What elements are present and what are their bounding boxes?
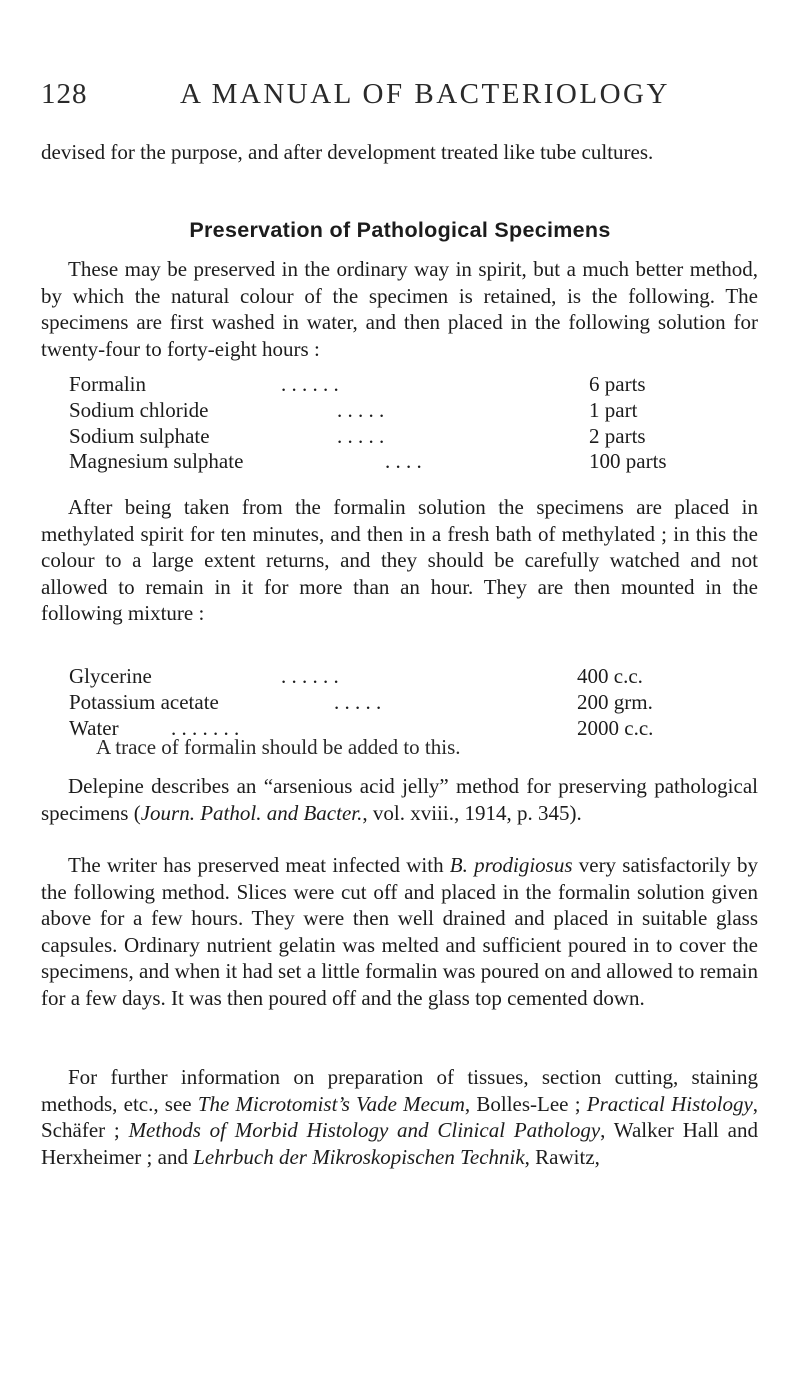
page-number: 128 — [41, 78, 88, 110]
writer-text-end: very satisfactorily by the following method. Slices were cut off and placed in the formalin solution given above for a few hours. They were then well drained and placed in suitable glass capsules. Ordinary nutrient gelatin was melted and sufficient poured in to cover the specimens, and when it had set a little formalin was poured on and allowed to remain for a few days. It was then poured off and the glass top cemented down. — [41, 853, 758, 1010]
further-text: For further information on preparation of tissues, section cutting, staining methods, etc., see — [41, 1065, 758, 1116]
leader-dots: . . . . . — [337, 397, 385, 422]
ingredient-row — [69, 690, 709, 716]
ingredient-name: Glycerine — [69, 664, 152, 688]
preservation-paragraph: These may be preserved in the ordinary way in spirit, but a much better method, by which the natural colour of the specimen is retained, is the following. The specimens are first washed in water, and then placed in the following solution for twenty-four to forty-eight hours : — [41, 257, 758, 361]
book-title: Methods of Morbid Histology and Clinical Pathology — [128, 1118, 601, 1142]
intro-paragraph: devised for the purpose, and after development treated like tube cultures. — [41, 140, 654, 164]
running-header — [41, 78, 761, 118]
leader-dots: . . . . — [385, 449, 422, 474]
further-text: , Schäfer ; — [41, 1091, 759, 1142]
delepine-text: Delepine describes an “arsenious acid jelly” method for preserving pathological specimens ( — [41, 774, 758, 825]
ingredient-row — [69, 372, 709, 398]
ingredient-name: Potassium acetate — [69, 689, 219, 714]
ingredient-name: Sodium chloride — [69, 397, 209, 422]
ingredient-row — [69, 398, 709, 424]
ingredient-name: Water — [69, 715, 119, 740]
ingredient-quantity: 200 grm. — [577, 689, 653, 714]
further-reading-paragraph — [41, 1064, 758, 1170]
ingredient-quantity: 2000 c.c. — [577, 715, 654, 740]
writer-text: The writer has preserved meat infected with — [68, 853, 450, 877]
ingredient-quantity: 6 parts — [589, 372, 646, 396]
book-title: Practical Histology — [586, 1091, 753, 1116]
ingredient-name: Formalin — [69, 372, 146, 396]
ingredient-name: Magnesium sulphate — [69, 449, 244, 474]
ingredient-quantity: 400 c.c. — [577, 664, 643, 688]
leader-dots: . . . . . . . — [171, 715, 240, 740]
trace-note: A trace of formalin should be added to this. — [96, 735, 461, 759]
book-title: The Microtomist’s Vade Mecum — [197, 1091, 465, 1116]
ingredient-row — [69, 449, 709, 475]
further-text: , Walker Hall and Herxheimer ; and — [41, 1118, 758, 1169]
solution-one-table — [69, 372, 709, 475]
ingredient-row — [69, 424, 709, 450]
after-formalin-paragraph: After being taken from the formalin solution the specimens are placed in methylated spirit for ten minutes, and then in a fresh bath of methylated ; in this the colour to a large extent returns, and they should be carefully watched and not allowed to remain in it for more than an hour. They are then mounted in the following mixture : — [41, 495, 758, 625]
running-title: A MANUAL OF BACTERIOLOGY — [180, 78, 670, 110]
section-heading: Preservation of Pathological Specimens — [189, 218, 611, 242]
delepine-text-end: , vol. xviii., 1914, p. 345). — [362, 800, 582, 825]
ingredient-quantity: 2 parts — [589, 423, 646, 448]
leader-dots: . . . . . — [334, 689, 382, 714]
leader-dots: . . . . . — [337, 423, 385, 448]
leader-dots: . . . . . . — [281, 372, 339, 396]
solution-two-table — [69, 664, 709, 741]
ingredient-row — [69, 664, 709, 690]
organism-name: B. prodigiosus — [449, 853, 573, 877]
delepine-paragraph — [41, 773, 758, 826]
leader-dots: . . . . . . — [281, 664, 339, 688]
further-text: , Bolles-Lee ; — [464, 1091, 587, 1116]
ingredient-name: Sodium sulphate — [69, 423, 210, 448]
journal-citation: Journ. Pathol. and Bacter. — [140, 800, 363, 825]
writer-method-paragraph — [41, 852, 758, 1011]
further-text: , Rawitz, — [524, 1144, 600, 1169]
ingredient-quantity: 100 parts — [589, 449, 667, 474]
book-title: Lehrbuch der Mikroskopischen Technik — [193, 1144, 525, 1169]
ingredient-quantity: 1 part — [589, 397, 638, 422]
